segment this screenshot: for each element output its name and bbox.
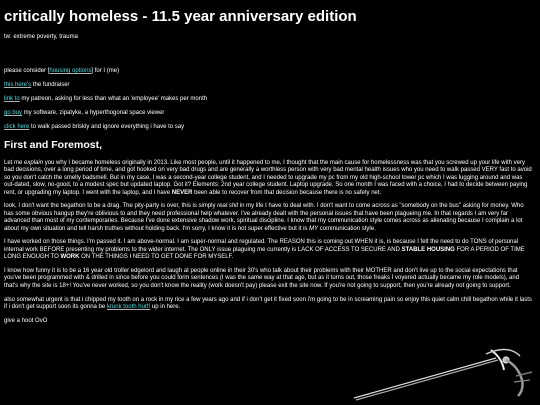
patreon-link[interactable]: link to [4, 96, 20, 102]
link-line-housing: please consider [housing options] for I (me) [4, 68, 120, 75]
paragraph-tooth: also somewhat urgent is that i chipped my tooth on a rock in my rice a few years ago and if i don't get it fixed soon i'm going to be in screaming pain so enjoy this quiet calm chill begathon while it lasts if i don't get support soon its gonna be krunk tooth hurt! up in here. [4, 296, 532, 311]
paragraph-housing: I have worked on those things. I'm passed it. I am above-normal. I am super-normal and regulated. The REASON this is coming out WHEN it is, is because I felt the need to do TONS of personal internal work BEFORE presenting my problems to the wider internet. The ONLY issue plaguing me currently is LACK OF ACCESS TO SECURE AND STABLE HOUSING FOR A PERIOD OF TIME LONG ENOUGH TO WORK ON THE THINGS I NEED TO GET DONE FOR MYSELF. [4, 239, 525, 261]
link-line-fundraiser: this here's the fundraiser [4, 82, 70, 89]
ignore-link[interactable]: click here [4, 123, 30, 130]
paragraph-explain: Let me explain you why I became homeless originally in 2013. Like most people, until it happened to me, I thought that the main cause for homelessness was that you screwed up your life with very bad decisions, over a long period of time, and got hooked on very bad drugs and are generally a worthless person with very bad mental health issues who you need to walk passed VERY fast to avoid so you don't catch the smelly badsmell. But in my case, I was a second-year college student, and I needed to upgrade my pc from my old high-school tower pc which I was lugging around and was out-dated, slow, no-good, to a modest spec but updated laptop. Got it? Elements: 2nd year college student. Laptop upgrade. So one month I was faced with a choice, I had to decide between paying rent, or upgrading my laptop. I went with the laptop, and I have NEVER been able to recover from that decision because there is no safety net. [4, 160, 532, 196]
link-line-patreon: link to my patreon, asking for less than what an 'employee' makes per month [4, 96, 208, 102]
page-title: critically homeless - 11.5 year anniversary edition [4, 8, 357, 25]
housing-options-link[interactable]: housing options [49, 68, 92, 75]
section-heading: First and Foremost, [4, 139, 103, 151]
link-line-software: go buy my software, zipatyke, a hyperthogonal space viewer [4, 109, 165, 116]
fundraiser-link[interactable]: this here's [4, 82, 32, 89]
paragraph-begathon: look, I don't want the begathon to be a drag. The pity-party is over, this is simply real shit in my life I have to deal with. I don't want to come across as "somebody on the bus" asking for money. Who has some obvious hangup they're oblivious to and they need professional help whatever. I've already dealt with the personal issues that have been plagueing me. In that regards I am very far advanced than most of my contemporaries. Because I've done extensive shadow work, spiritual discipline. I know that my communication style comes across as alienating because I complain a lot about my own situation and tell harsh truthes without holding back. I'm sorry, I know it is not super effective but it is MY communication style. [4, 203, 524, 232]
paragraph-edgelord: I know how funny it is to be a 16 year old troller edgelord and laugh at people online in their 30's who talk about their problems with their MOTHER and don't live up to the social expectations that you've been programmed with & drilled in since before you could form sentences (I was the same way at that age, but as it turns out, those freaks I voyered actually became my role models), and that's why the site is 18+! You've never worked, so you don't know the reality (work doesn't pay) please exit the site now. If you're not going to support, then you're already not going to support. [4, 268, 520, 289]
software-link[interactable]: go buy [4, 109, 23, 116]
signoff: give a hoot OvO [4, 317, 48, 324]
sword-decoration [354, 349, 532, 400]
link-list [4, 68, 534, 131]
link-line-ignore: click here to walk passed briskly and ignore everything i have to say [4, 123, 185, 130]
sword-image [346, 346, 536, 402]
tooth-link[interactable]: krunk tooth hurt! [106, 304, 151, 311]
page-content [4, 0, 534, 332]
trigger-warning: tw: extreme poverty, trauma [4, 34, 78, 40]
